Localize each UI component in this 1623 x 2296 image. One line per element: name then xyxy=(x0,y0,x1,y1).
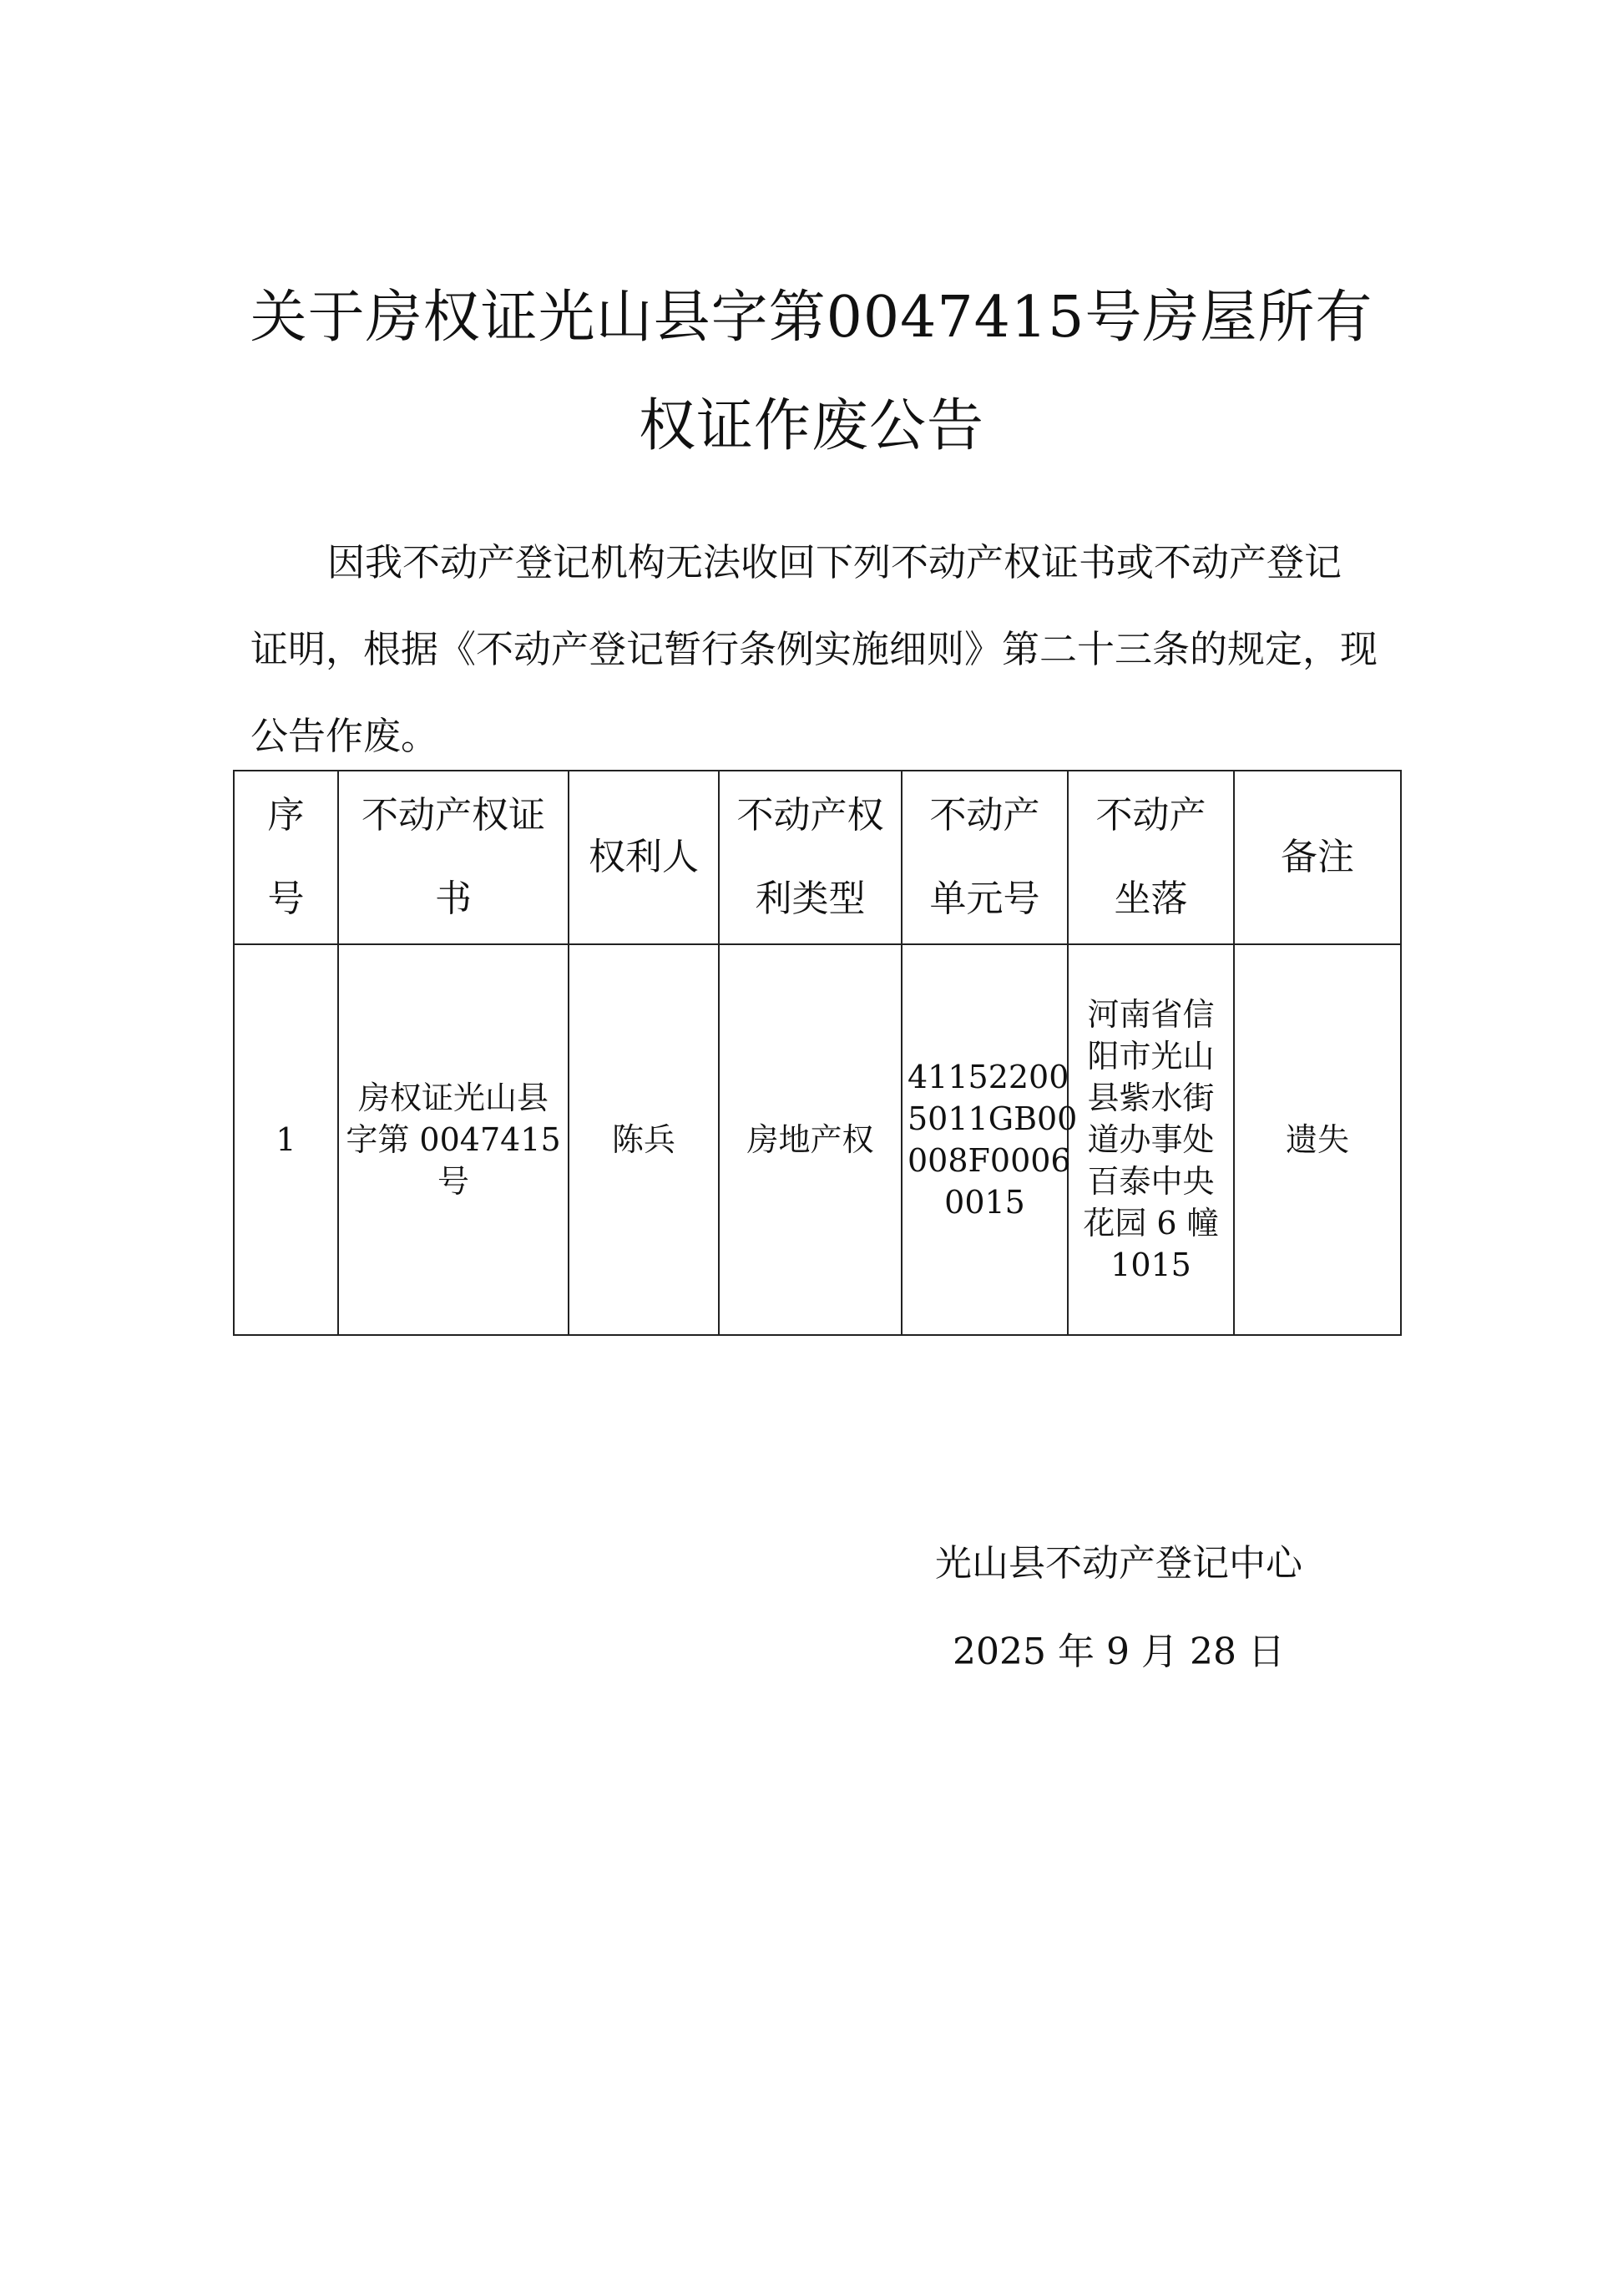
table-header-row xyxy=(234,771,1401,944)
cell-unit-no: 41152200 5011GB00 008F0006 0015 xyxy=(902,944,1068,1335)
title-line-2: 权证作废公告 xyxy=(638,393,984,459)
header-index: 序 号 xyxy=(234,771,338,944)
issue-date: 2025 年 9 月 28 日 xyxy=(953,1631,1285,1673)
cell-right-type: 房地产权 xyxy=(719,944,902,1335)
cell-location: 河南省信 阳市光山 县紫水街 道办事处 百泰中央 花园 6 幢 1015 xyxy=(1068,944,1234,1335)
notice-title xyxy=(200,264,1423,481)
cell-certificate: 房权证光山县 字第 0047415 号 xyxy=(338,944,569,1335)
table-row xyxy=(234,944,1401,1335)
cell-holder: 陈兵 xyxy=(569,944,719,1335)
title-line-1: 关于房权证光山县字第0047415号房屋所有 xyxy=(250,285,1373,351)
header-unit-no: 不动产 单元号 xyxy=(902,771,1068,944)
body-line-1: 因我不动产登记机构无法收回下列不动产权证书或不动产登记 xyxy=(327,540,1342,584)
header-location: 不动产 坐落 xyxy=(1068,771,1234,944)
header-holder: 权利人 xyxy=(569,771,719,944)
header-right-type: 不动产权 利类型 xyxy=(719,771,902,944)
cell-index: 1 xyxy=(234,944,338,1335)
notice-body xyxy=(250,519,1394,780)
header-certificate: 不动产权证 书 xyxy=(338,771,569,944)
header-remark: 备注 xyxy=(1234,771,1401,944)
body-line-2: 证明，根据《不动产登记暂行条例实施细则》第二十三条的规定，现 xyxy=(250,627,1378,671)
cell-remark: 遗失 xyxy=(1234,944,1401,1335)
issuing-organization: 光山县不动产登记中心 xyxy=(935,1542,1302,1585)
void-certificate-table xyxy=(233,770,1402,1336)
body-line-3: 公告作废。 xyxy=(250,714,439,758)
